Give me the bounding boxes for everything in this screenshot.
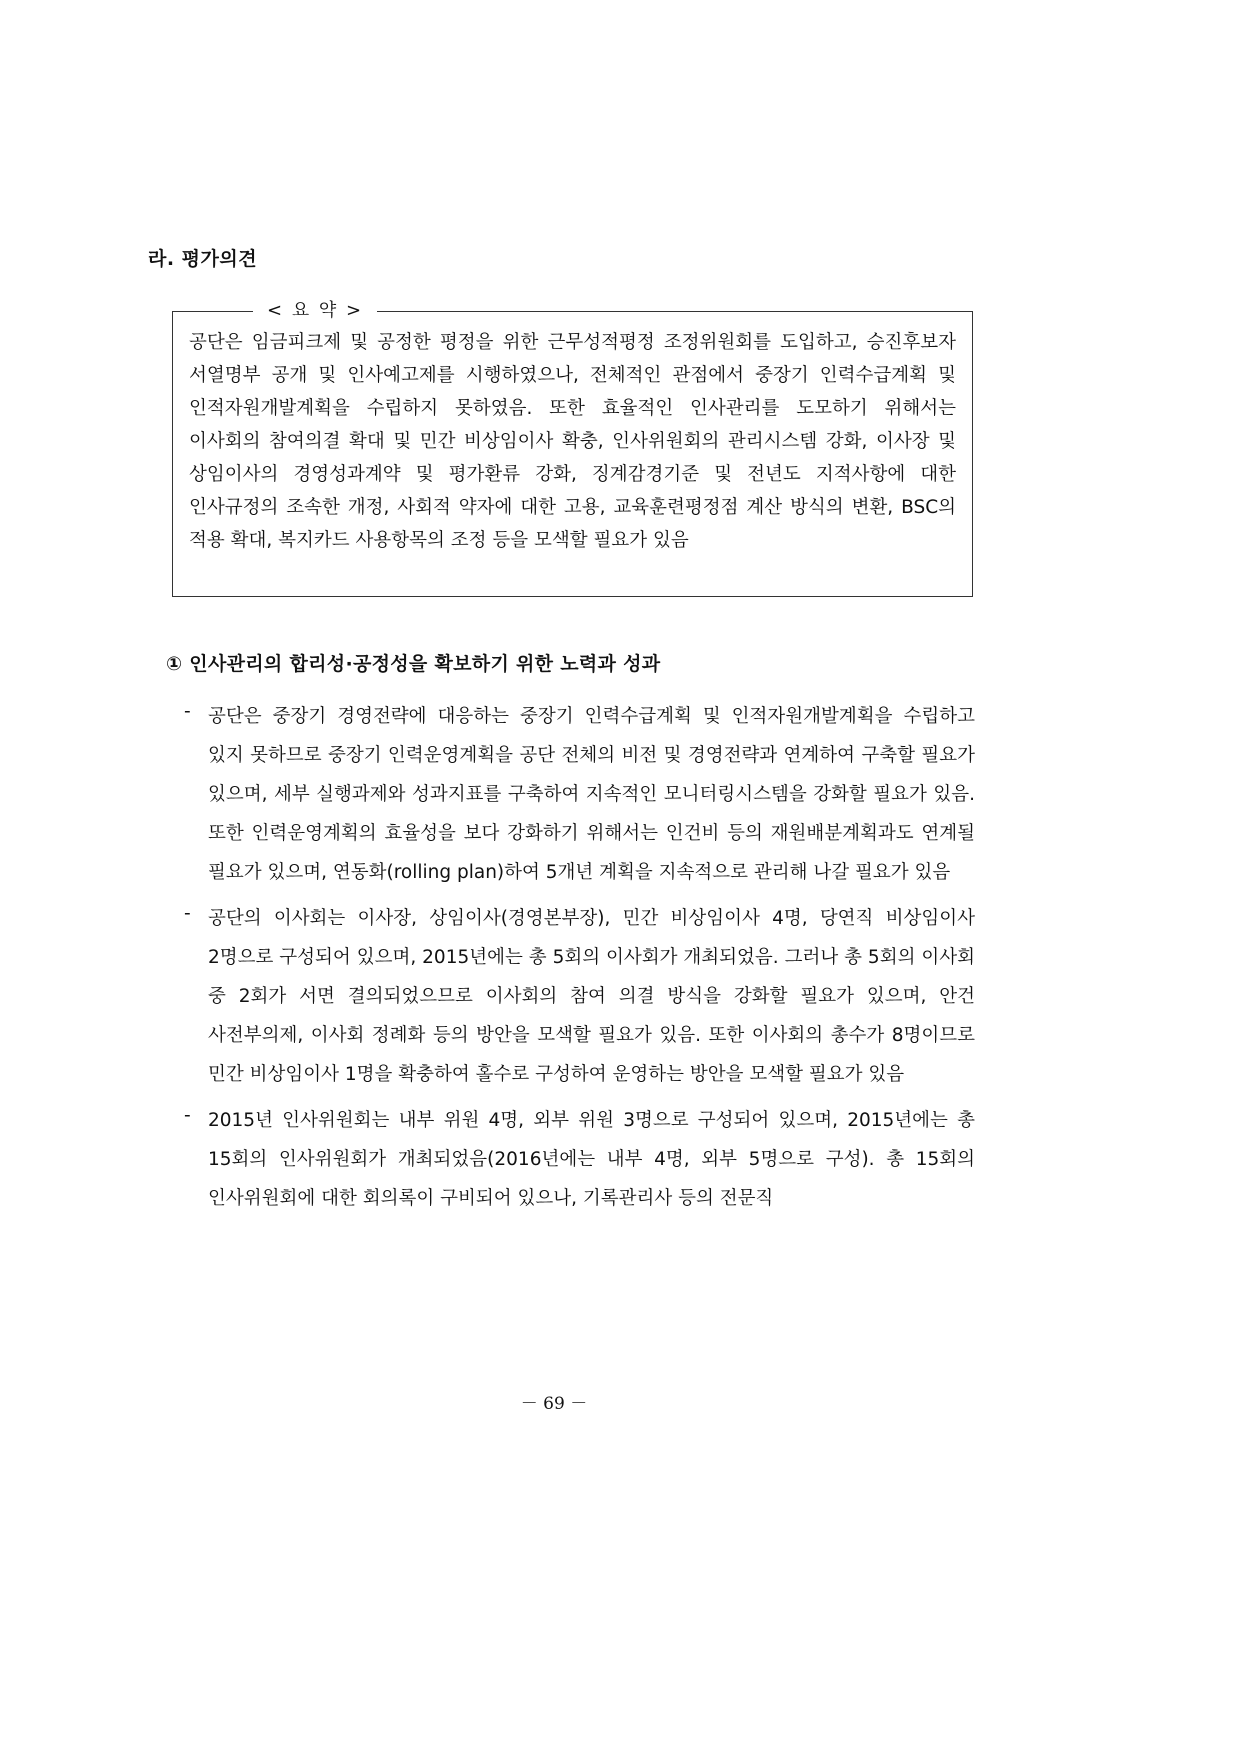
bullet-text: 2015년 인사위원회는 내부 위원 4명, 외부 위원 3명으로 구성되어 있으며, 2015년에는 총 15회의 인사위원회가 개최되었음(2016년에는 내부 4명, 외부 5명으로 구성). 총 15회의 인사위원회에 대한 회의록이 구비되어 있으나, 기록관리사 등의 전문직 <box>208 1110 975 1209</box>
bullet-item <box>184 899 975 1094</box>
bullet-dash: - <box>184 701 191 722</box>
bullet-text: 공단의 이사회는 이사장, 상임이사(경영본부장), 민간 비상임이사 4명, 당연직 비상임이사 2명으로 구성되어 있으며, 2015년에는 총 5회의 이사회가 개최되었음. 그러나 총 5회의 이사회 중 2회가 서면 결의되었으므로 이사회의 참여 의결 방식을 강화할 필요가 있으며, 안건 사전부의제, 이사회 정례화 등의 방안을 모색할 필요가 있음. 또한 이사회의 총수가 8명이므로 민간 비상임이사 1명을 확충하여 홀수로 구성하여 운영하는 방안을 모색할 필요가 있음 <box>208 908 975 1085</box>
bullet-dash: - <box>184 903 191 924</box>
bullet-list <box>184 697 975 1225</box>
bullet-dash: - <box>184 1105 191 1126</box>
summary-legend: < 요 약 > <box>253 299 377 323</box>
summary-box <box>172 300 973 597</box>
bullet-text: 공단은 중장기 경영전략에 대응하는 중장기 인력수급계획 및 인적자원개발계획을 수립하고 있지 못하므로 중장기 인력운영계획을 공단 전체의 비전 및 경영전략과 연계하여 구축할 필요가 있으며, 세부 실행과제와 성과지표를 구축하여 지속적인 모니터링시스템을 강화할 필요가 있음. 또한 인력운영계획의 효율성을 보다 강화하기 위해서는 인건비 등의 재원배분계획과도 연계될 필요가 있으며, 연동화(rolling plan)하여 5개년 계획을 지속적으로 관리해 나갈 필요가 있음 <box>208 706 975 883</box>
summary-text: 공단은 임금피크제 및 공정한 평정을 위한 근무성적평정 조정위원회를 도입하고, 승진후보자 서열명부 공개 및 인사예고제를 시행하였으나, 전체적인 관점에서 중장기 인력수급계획 및 인적자원개발계획을 수립하지 못하였음. 또한 효율적인 인사관리를 도모하기 위해서는 이사회의 참여의결 확대 및 민간 비상임이사 확충, 인사위원회의 관리시스템 강화, 이사장 및 상임이사의 경영성과계약 및 평가환류 강화, 징계감경기준 및 전년도 지적사항에 대한 인사규정의 조속한 개정, 사회적 약자에 대한 고용, 교육훈련평정점 계산 방식의 변환, BSC의 적용 확대, 복지카드 사용항목의 조정 등을 모색할 필요가 있음 <box>189 332 956 551</box>
section-heading: 라. 평가의견 <box>148 248 258 270</box>
page-number: － 69 － <box>520 1394 588 1414</box>
bullet-item <box>184 1101 975 1218</box>
subsection-title: ① 인사관리의 합리성·공정성을 확보하기 위한 노력과 성과 <box>166 653 661 675</box>
bullet-item <box>184 697 975 892</box>
